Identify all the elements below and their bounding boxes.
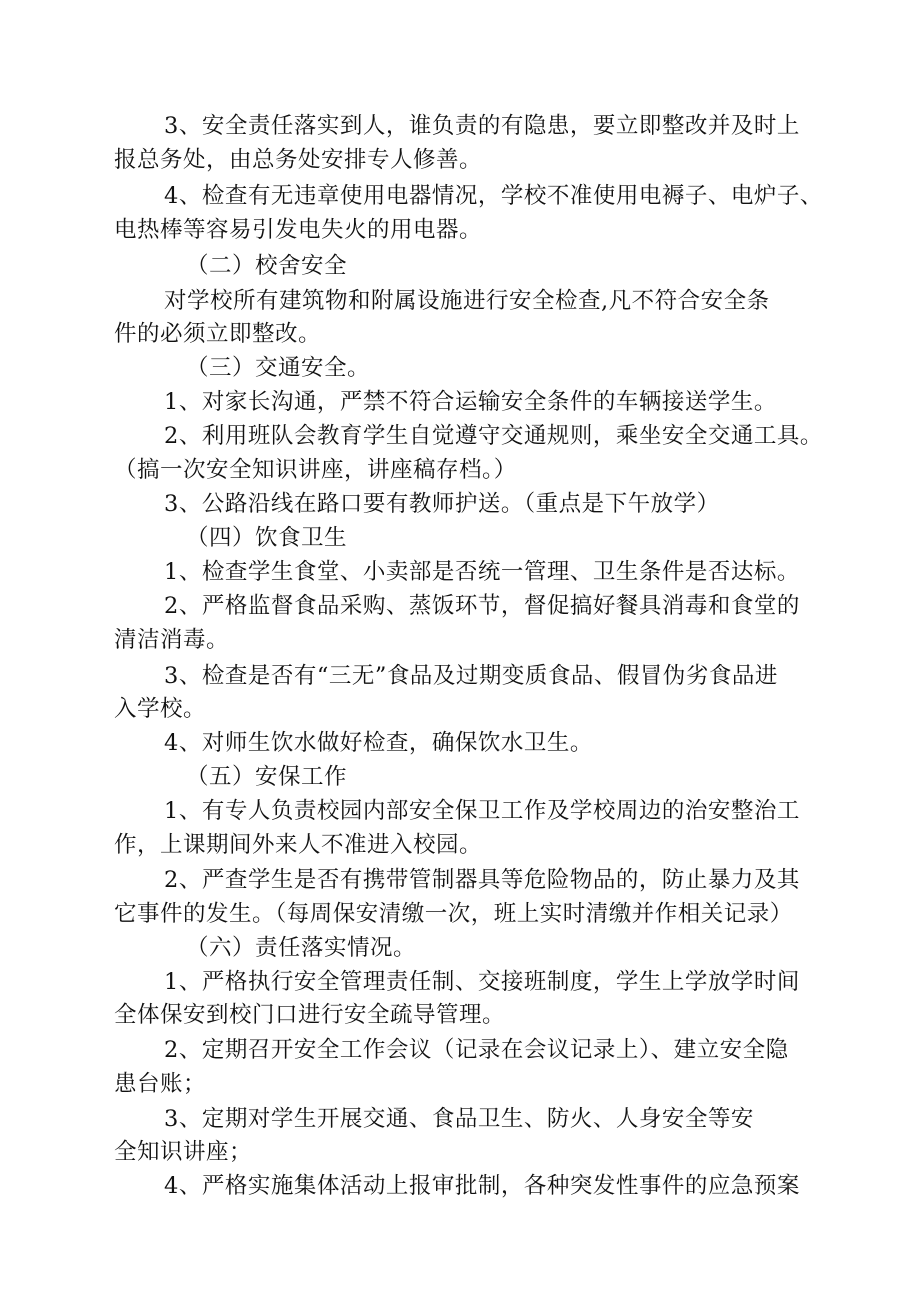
paragraph-line: 对学校所有建筑物和附属设施进行安全检查,凡不符合安全条	[164, 288, 770, 314]
paragraph-line: 2、严格监督食品采购、蒸饭环节，督促搞好餐具消毒和食堂的	[164, 593, 800, 619]
paragraph-line: 2、利用班队会教育学生自觉遵守交通规则，乘坐安全交通工具。	[164, 423, 823, 449]
paragraph-line: 2、严查学生是否有携带管制器具等危险物品的，防止暴力及其	[164, 867, 800, 893]
paragraph-line: 清洁消毒。	[114, 627, 230, 653]
section-heading: （六）责任落实情况。	[186, 935, 417, 961]
paragraph-line: 3、安全责任落实到人，谁负责的有隐患，要立即整改并及时上	[164, 113, 800, 139]
paragraph-line: 3、公路沿线在路口要有教师护送。（重点是下午放学）	[164, 491, 720, 517]
paragraph-line: 作，上课期间外来人不准进入校园。	[114, 832, 483, 858]
paragraph-line: 1、有专人负责校园内部安全保卫工作及学校周边的治安整治工	[164, 798, 800, 824]
section-heading: （三）交通安全。	[186, 355, 371, 381]
paragraph-line: 4、检查有无违章使用电器情况，学校不准使用电褥子、电炉子、	[164, 183, 823, 209]
section-heading: （四）饮食卫生	[186, 525, 348, 551]
paragraph-line: 患台账；	[114, 1071, 207, 1097]
paragraph-line: 1、对家长沟通，严禁不符合运输安全条件的车辆接送学生。	[164, 389, 777, 415]
paragraph-line: 4、严格实施集体活动上报审批制，各种突发性事件的应急预案	[164, 1173, 800, 1199]
paragraph-line: 3、定期对学生开展交通、食品卫生、防火、人身安全等安	[164, 1106, 754, 1132]
section-heading: （二）校舍安全	[186, 253, 348, 279]
paragraph-line: 1、严格执行安全管理责任制、交接班制度，学生上学放学时间	[164, 969, 800, 995]
paragraph-line: （搞一次安全知识讲座，讲座稿存档。）	[114, 457, 517, 483]
paragraph-line: 4、对师生饮水做好检查，确保饮水卫生。	[164, 730, 593, 756]
paragraph-line: 报总务处，由总务处安排专人修善。	[114, 147, 483, 173]
section-heading: （五）安保工作	[186, 764, 348, 790]
paragraph-line: 全体保安到校门口进行安全疏导管理。	[114, 1002, 506, 1028]
paragraph-line: 全知识讲座；	[114, 1139, 253, 1165]
paragraph-line: 2、定期召开安全工作会议（记录在会议记录上）、建立安全隐	[164, 1037, 789, 1063]
paragraph-line: 它事件的发生。（每周保安清缴一次，班上实时清缴并作相关记录）	[114, 901, 793, 927]
paragraph-line: 1、检查学生食堂、小卖部是否统一管理、卫生条件是否达标。	[164, 559, 800, 585]
paragraph-line: 3、检查是否有“三无”食品及过期变质食品、假冒伪劣食品进	[164, 663, 778, 689]
paragraph-line: 电热棒等容易引发电失火的用电器。	[114, 217, 483, 243]
paragraph-line: 件的必须立即整改。	[114, 321, 322, 347]
paragraph-line: 入学校。	[114, 696, 207, 722]
